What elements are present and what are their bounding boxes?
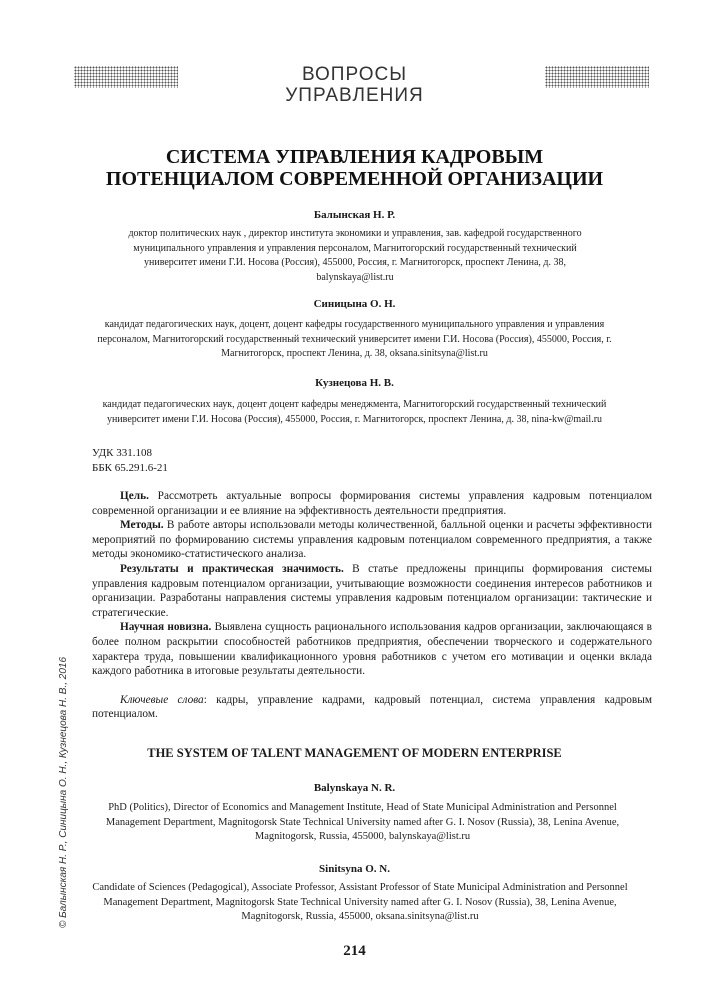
abstract-results [92, 562, 652, 620]
methods-text: В работе авторы использовали методы количественной, балльной оценки и расчеты эффективности мероприятий по формированию системы управления кадровым потенциалом современного предприятия, а также методы экономико-статистического анализа. [92, 519, 652, 561]
bbk-code: ББК 65.291.6-21 [92, 462, 168, 474]
english-title: THE SYSTEM OF TALENT MANAGEMENT OF MODERN ENTERPRISE [147, 746, 562, 760]
results-text: В статье предложены принципы формирования системы управления кадровым потенциалом организации, учитывающие возможности соединения интересов работников и организации. Разработаны направления системы управления кадровым потенциалом организации: тактические и стратегические. [92, 562, 652, 619]
keywords-label: Ключевые слова [120, 693, 204, 706]
abstract-keywords [92, 693, 652, 722]
novelty-label: Научная новизна. [120, 621, 212, 634]
journal-header-line2: УПРАВЛЕНИЯ [285, 85, 424, 106]
author-name-1: Балынская Н. Р. [313, 209, 396, 221]
author-affiliation-3: кандидат педагогических наук, доцент доцент кафедры менеджмента, Магнитогорский государственный технический университет имени Г.И. Носова (Россия), 455000, Россия, г. Магнитогорск, проспект Ленина, д. 38, nina-kw@mail.ru [102, 399, 607, 425]
page-number: 214 [343, 943, 366, 959]
english-author-name-2: Sinitsyna O. N. [319, 863, 390, 875]
goal-label: Цель. [120, 490, 149, 502]
article-title-line1: СИСТЕМА УПРАВЛЕНИЯ КАДРОВЫМ [165, 146, 544, 168]
results-label: Результаты и практическая значимость. [120, 562, 344, 575]
novelty-text: Выявлена сущность рационального использования кадров организации, заключающаяся в более полном раскрытии способностей работников предприятия, обеспечении творческого и содержательного характера труда, повышении квалификационного уровня работников с учетом его мотивации и оценки вклада каждого работника в итоговые результаты деятельности. [92, 621, 652, 678]
abstract [92, 489, 652, 722]
article-title [60, 146, 649, 190]
author-name-2: Синицына О. Н. [313, 298, 396, 310]
english-author-affiliation-2: Candidate of Sciences (Pedagogical), Associate Professor, Assistant Professor of State Municipal Administration and Personnel Management Department, Magnitogorsk State Technical University named after G. I. Nosov (Russia), 38, Lenina Avenue, Magnitogorsk, Russia, 455000, oksana.sinitsyna@list.ru [92, 882, 628, 922]
journal-header [0, 64, 709, 106]
abstract-novelty [92, 620, 652, 678]
english-author-affiliation-1: PhD (Politics), Director of Economics and Management Institute, Head of State Municipal Administration and Personnel Management Department, Magnitogorsk State Technical University named after G. I. Nosov (Russia), 38, Lenina Avenue, Magnitogorsk, Russia, 455000, balynskaya@list.ru [105, 802, 620, 842]
udk-code: УДК 331.108 [92, 447, 153, 459]
methods-label: Методы. [120, 519, 164, 532]
author-affiliation-2: кандидат педагогических наук, доцент, доцент кафедры государственного муниципального управления и управления персоналом, Магнитогорский государственный технический университет имени Г.И. Носова (Россия), 455000, Россия, г. Магнитогорск, проспект Ленина, д. 38, oksana.sinitsyna@list.ru [97, 319, 612, 359]
abstract-goal [92, 489, 652, 518]
article-title-line2: ПОТЕНЦИАЛОМ СОВРЕМЕННОЙ ОРГАНИЗАЦИИ [105, 168, 604, 190]
journal-header-line1: ВОПРОСЫ [301, 64, 408, 85]
english-author-name-1: Balynskaya N. R. [313, 782, 396, 794]
author-name-3: Кузнецова Н. В. [315, 377, 394, 389]
goal-text: Рассмотреть актуальные вопросы формирования системы управления кадровым потенциалом современной организации и ее влияние на эффективность деятельности предприятия. [92, 490, 652, 517]
abstract-methods [92, 518, 652, 562]
keywords-text: : кадры, управление кадрами, кадровый потенциал, система управления кадровым потенциалом. [92, 693, 652, 721]
author-affiliation-1: доктор политических наук , директор института экономики и управления, зав. кафедрой государственного муниципального управления и управления персоналом, Магнитогорский государственный технический университет имени Г.И. Носова (Россия), 455000, Россия, г. Магнитогорск, проспект Ленина, д. 38, balynskaya@list.ru [128, 228, 582, 283]
copyright-notice: © Балынская Н. Р., Синицына О. Н., Кузнецова Н. В., 2016 [58, 656, 69, 928]
